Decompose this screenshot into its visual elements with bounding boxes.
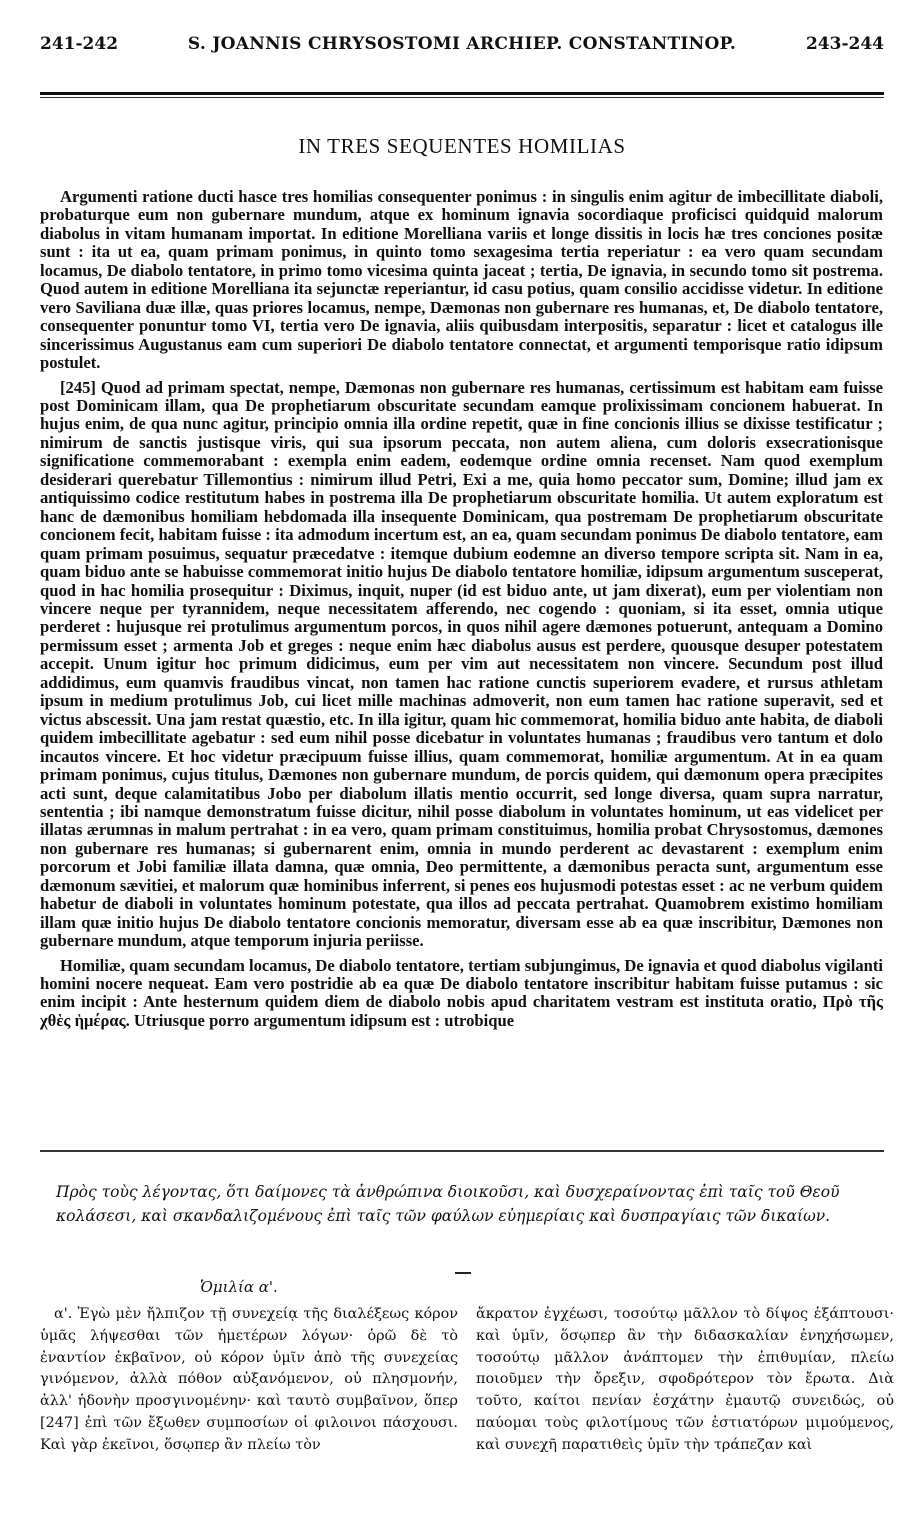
header-rule bbox=[40, 92, 884, 95]
column-numbers-left: 241-242 bbox=[40, 34, 119, 54]
latin-paragraph-2: [245] Quod ad primam spectat, nempe, Dæmonas non gubernare res humanas, certissimum est habitam eam fuisse post Dominicam illam, qua De prophetiarum obscuritate secundam eamque prolixissimam concionem habuerat. In hujus enim, de qua nunc agitur, principio omnia illa ordine repetit, quæ in fine concionis illius se dixisse testificatur ; nimirum de sanctis justisque viris, qui sua ipsorum peccata, non autem aliena, cum doloris exsecrationisque significatione commemorabant : exempla enim eadem, eodemque ordine omnia recenset. Nam quod exemplum desiderari querebatur Tillemontius : nimirum illud Petri, Exi a me, quia homo peccator sum, Domine; illud jam ex antiquissimo codice restitutum habes in postrema illa De prophetiarum obscuritate homilia. Ut autem exploratum est hanc de dæmonibus homiliam hebdomada illa insequente Dominicam, qua postremam De prophetiarum obscuritate concionem fecit, habitam fuisse : ita admodum incertum est, an ea, quam secundam ponimus De diabolo tentatore, eam quam primam posuimus, sequatur præcedatve : itemque dubium eodemne an diverso tempore scripta sit. Nam in ea, quam biduo ante se habuisse commemorat initio hujus De diabolo tentatore homiliæ, idipsum argumentum susceperat, quod in hac homilia prosequitur : Diximus, inquit, nuper (id est biduo ante, ut jam dixerat), eum per violentiam non vincere neque per tyrannidem, neque necessitatem afferendo, nec cogendo : quoniam, si ita esset, omnia utique perderet : hujusque rei protulimus argumentum porcos, in quos nihil agere dæmones potuerunt, antequam a Domino permissum esset ; armenta Job et greges : neque enim hæc diabolus ausus est perdere, quousque desuper potestatem accepit. Unum igitur hoc primum didicimus, eum per vim aut necessitatem non vincere. Secundum post illud addidimus, eum quamvis fraudibus vincat, non tamen hac ratione cunctis superiorem evadere, et rursus athletam ipsum in medium protulimus Job, cui licet mille machinas admoverit, non eum tamen hac ratione superavit, sed et victus abscessit. Una jam restat quæstio, etc. In illa igitur, quam hic commemorat, homilia biduo ante habita, de diaboli quidem imbecillitate agebatur : sed eum nihil posse dicebatur in voluntates humanas ; fraudibus vero tantum et dolo incautos vincere. Et hoc videtur præcipuum fuisse illius, quam commemorat, homiliæ argumentum. At in ea quam primam ponimus, cujus titulus, Dæmones non gubernare mundum, de porcis quidem, qui dæmonum opera præcipites acti sunt, deque calamitatibus Jobo per diabolum illatis mentio occurrit, sed longe diversa, quam supra narratur, sententia ; ibi namque demonstratum fuisse dicitur, nihil posse diabolum in voluntates hominum, ut eas videlicet per illatas ærumnas in malum pertrahat : in ea vero, quam primam constituimus, homilia probat Chrysostomus, dæmones non gubernare res humanas; si gubernarent enim, omnia in mundo perderent ac devastarent : exemplum enim porcorum et Jobi familiæ illata damna, quæ omnia, Deo permittente, a dæmonibus peracta sunt, argumentum esse dæmonum sævitiei, et malorum quæ hominibus inferrent, si penes eos hujusmodi potestas esset : ac ne verbum quidem habetur de diaboli in voluntates hominum potestate, qua illos ad peccata pertrahat. Quamobrem existimo homiliam illam quæ initio hujus De diabolo tentatore concionis memoratur, diversam esse ab ea quæ inscribitur, Dæmones non gubernare mundum, atque temporum injuria periisse. bbox=[40, 377, 883, 951]
greek-homily-title: Πρὸς τοὺς λέγοντας, ὅτι δαίμονες τὰ ἀνθρώπινα διοικοῦσι, καὶ δυσχεραίνοντας ἐπὶ ταῖς τοῦ Θεοῦ κολάσεσι, καὶ σκανδαλιζομένους ἐπὶ ταῖς τῶν φαύλων εὐημερίαις καὶ δυσπραγίαις τῶν δικαίων. bbox=[56, 1183, 840, 1225]
section-title: IN TRES SEQUENTES HOMILIAS bbox=[298, 134, 626, 158]
latin-paragraph-1: Argumenti ratione ducti hasce tres homilias consequenter ponimus : in singulis enim agitur de imbecillitate diaboli, probaturque eum non gubernare mundum, atque ex hominum ignavia socordiaque proficisci quidquid malorum diabolus in vitam humanam importat. In editione Morelliana variis et longe dissitis in locis hæ tres conciones positæ sunt : ita ut ea, quam primam ponimus, in quinto tomo sexagesima tertia reperiatur : ea vero quam secundam locamus, De diabolo tentatore, in primo tomo vicesima quinta jaceat ; tertia, De ignavia, in secundo tomo sit postrema. Quod autem in editione Morelliana ita sejunctæ reperiantur, id casu potius, quam consilio accidisse videtur. In editione vero Saviliana duæ illæ, quas priores locamus, nempe, Dæmonas non gubernare res humanas, et, De diabolo tentatore, consequenter ponuntur tomo VI, tertia vero De ignavia, aliis quibusdam interpositis, separatur : licet et catalogus ille sincerissimus Augustanus eam cum superiori De diabolo tentatore connectat, et argumenti temporisque ratio idipsum postulet. bbox=[40, 187, 883, 373]
greek-text-right: ἄκρατον ἐγχέωσι, τοσούτῳ μᾶλλον τὸ δίψος ἐξάπτουσι· καὶ ὑμῖν, ὅσῳπερ ἂν τὴν διδασκαλίαν ἐνηχήσωμεν, τοσούτῳ μᾶλλον ἀνάπτομεν τὴν ἐπιθυμίαν, πλείω ποιοῦμεν τὴν ὄρεξιν, σφοδρότερον τὸν ἔρωτα. Διὰ τοῦτο, καίτοι πενίαν ἐσχάτην ἐμαυτῷ συνειδώς, οὐ παύομαι τοὺς φιλοτίμους τῶν ἑστιατόρων μιμούμενος, καὶ συνεχῆ παρατιθεὶς ὑμῖν τὴν τράπεζαν καὶ bbox=[476, 1306, 894, 1453]
latin-paragraph-3: Homiliæ, quam secundam locamus, De diabolo tentatore, tertiam subjungimus, De ignavia et quod diabolus vigilanti homini nocere nequeat. Eam vero postridie ab ea quæ De diabolo tentatore inscribitur habitam fuisse putamus : sic enim incipit : Ante hesternum quidem diem de diabolo nobis apud charitatem vestram est instituta oratio, Πρὸ τῆς χθὲς ἡμέρας. Utriusque porro argumentum idipsum est : utrobique bbox=[40, 955, 884, 1030]
greek-column-left bbox=[40, 1304, 458, 1457]
latin-introduction bbox=[40, 188, 883, 1036]
center-dash bbox=[455, 1272, 471, 1274]
header-rule-thin bbox=[40, 97, 884, 98]
homily-label: Ὁμιλία α'. bbox=[200, 1278, 278, 1296]
section-divider bbox=[40, 1150, 884, 1152]
greek-column-right bbox=[476, 1304, 894, 1457]
column-numbers-right: 243-244 bbox=[805, 34, 884, 54]
running-head bbox=[40, 34, 884, 56]
running-title: S. JOANNIS CHRYSOSTOMI ARCHIEP. CONSTANTINOP. bbox=[187, 34, 737, 54]
greek-text-left: α'. Ἐγὼ μὲν ἤλπιζον τῇ συνεχείᾳ τῆς διαλέξεως κόρον ὑμᾶς λήψεσθαι τῶν ἡμετέρων λόγων· ὁρῶ δὲ τὸ ἐναντίον ἐκβαῖνον, οὐ κόρον ὑμῖν ἀπὸ τῆς συνεχείας γινόμενον, ἀλλὰ πόθον αὐξανόμενον, οὐ πλησμονήν, ἀλλ' ἡδονὴν προσγινομένην· καὶ ταυτὸ συμβαῖνον, ὅπερ [247] ἐπὶ τῶν ἔξωθεν συμποσίων οἱ φιλοινοι πάσχουσι. Καὶ γὰρ ἐκεῖνοι, ὅσῳπερ ἂν πλείω τὸν bbox=[40, 1306, 458, 1453]
